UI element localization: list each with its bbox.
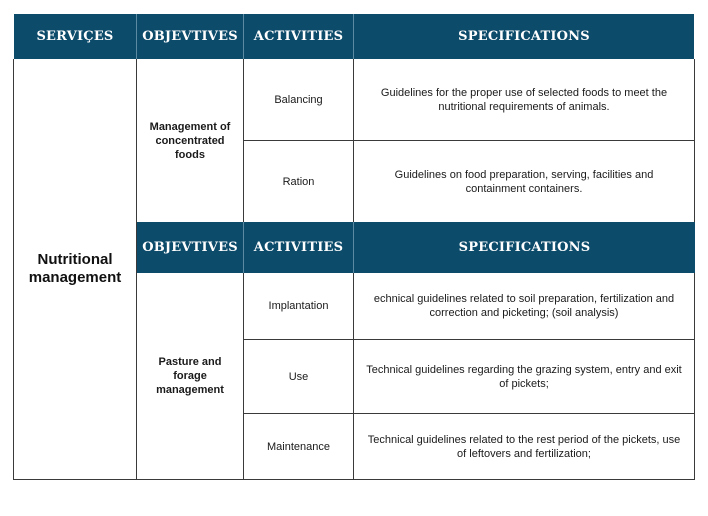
spec-label: echnical guidelines related to soil preparation, fertilization and correction and picketing; (soil analysis) [373, 293, 675, 319]
activity-label: Ration [282, 175, 315, 188]
activity-label: Maintenance [267, 440, 330, 453]
activity-label: Use [288, 370, 309, 383]
service-label: Nutritional management [28, 251, 122, 286]
header-specifications: SPECIFICATIONS [354, 14, 694, 59]
objective-concentrated-foods [137, 59, 243, 222]
spec-maintenance [354, 414, 694, 479]
activity-maintenance [244, 414, 353, 479]
objective-pasture-forage [137, 273, 243, 479]
activity-balancing [244, 59, 353, 140]
spec-label: Technical guidelines related to the rest period of the pickets, use of leftovers and fertilization; [367, 433, 681, 460]
subheader-activities: ACTIVITIES [244, 222, 353, 273]
subheader-specifications: SPECIFICATIONS [354, 222, 695, 273]
spec-label: Technical guidelines regarding the grazing system, entry and exit of pickets; [366, 363, 682, 390]
spec-label: Guidelines on food preparation, serving, facilities and containment containers. [394, 168, 654, 195]
header-services: SERVIÇES [14, 14, 136, 59]
activity-label: Balancing [274, 93, 323, 106]
objective-2-label: Pasture and forage management [156, 356, 224, 396]
service-nutritional-management [14, 59, 136, 479]
objective-1-label: Management of concentrated foods [149, 120, 231, 161]
spec-label: Guidelines for the proper use of selected foods to meet the nutritional requirements of animals. [380, 86, 668, 113]
spec-use [354, 340, 694, 413]
spec-ration [354, 141, 694, 222]
activity-label: Implantation [268, 300, 329, 312]
header-objectives: OBJEVTIVES [137, 14, 243, 59]
spec-balancing [354, 59, 694, 140]
subheader-objectives: OBJEVTIVES [137, 222, 243, 273]
activity-use [244, 340, 353, 413]
activity-ration [244, 141, 353, 222]
activity-implantation [244, 273, 353, 339]
header-activities: ACTIVITIES [244, 14, 353, 59]
spec-implantation [354, 273, 694, 339]
